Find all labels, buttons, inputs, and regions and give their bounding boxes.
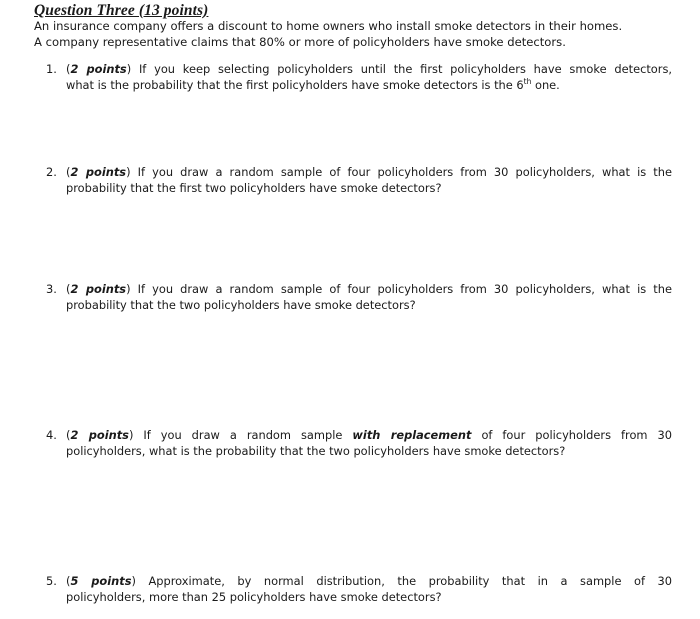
question-item-2 [46, 165, 672, 196]
question-number: 5. [46, 574, 57, 588]
question-line-2: probability that the first two policyholders have smoke detectors? [66, 180, 442, 195]
question-points: 2 points [70, 165, 127, 179]
question-line-2: policyholders, more than 25 policyholders have smoke detectors? [66, 589, 442, 604]
question-body [66, 165, 672, 196]
question-points: 2 points [70, 62, 127, 76]
question-line-1: (5 points) Approximate, by normal distribution, the probability that in a sample of 30 [66, 574, 672, 588]
question-points: 5 points [70, 574, 132, 588]
question-item-4 [46, 428, 672, 459]
question-item-1 [46, 62, 672, 93]
question-text: of four policyholders from 30 [481, 428, 672, 442]
intro-line-2: A company representative claims that 80% or more of policyholders have smoke detectors. [34, 34, 566, 49]
question-body [66, 428, 672, 459]
question-text: If you keep selecting policyholders until the first policyholders have smoke detectors, [138, 62, 673, 76]
question-body [66, 574, 672, 605]
question-line-1: (2 points) If you keep selecting policyholders until the first policyholders have smoke detectors, [66, 62, 673, 76]
question-body [66, 62, 672, 93]
question-number: 1. [46, 62, 57, 76]
question-points: 2 points [70, 282, 127, 296]
question-number: 4. [46, 428, 57, 442]
question-text: If you draw a random sample of four policyholders from 30 policyholders, what is the [137, 282, 672, 296]
question-line-2 [66, 78, 672, 94]
question-line-1: (2 points) If you draw a random sample of four policyholders from 30 policyholders, what is the [66, 282, 672, 296]
question-intro [34, 19, 674, 50]
question-number: 2. [46, 165, 57, 179]
question-line-1: (2 points) If you draw a random sample of four policyholders from 30 policyholders, what is the [66, 165, 672, 179]
emphasis-text: with replacement [352, 428, 472, 442]
question-text: Approximate, by normal distribution, the probability that in a sample of 30 [148, 574, 672, 588]
question-line-2: policyholders, what is the probability that the two policyholders have smoke detectors? [66, 443, 566, 458]
question-item-5 [46, 574, 672, 605]
question-body [66, 282, 672, 313]
question-number: 3. [46, 282, 57, 296]
question-points: 2 points [70, 428, 129, 442]
question-text: what is the probability that the first policyholders have smoke detectors is the 6 [66, 77, 524, 92]
question-text: If you draw a random sample of four policyholders from 30 policyholders, what is the [137, 165, 672, 179]
question-item-3 [46, 282, 672, 313]
ordinal-superscript: th [523, 76, 532, 86]
question-line-2: probability that the two policyholders have smoke detectors? [66, 297, 416, 312]
question-line-1: (2 points) If you draw a random sample with replacement of four policyholders from 30 [66, 428, 672, 442]
question-text: one. [531, 77, 560, 92]
question-title: Question Three (13 points) [34, 2, 209, 19]
intro-line-1: An insurance company offers a discount to home owners who install smoke detectors in their homes. [34, 19, 623, 33]
question-text: If you draw a random sample [143, 428, 343, 442]
